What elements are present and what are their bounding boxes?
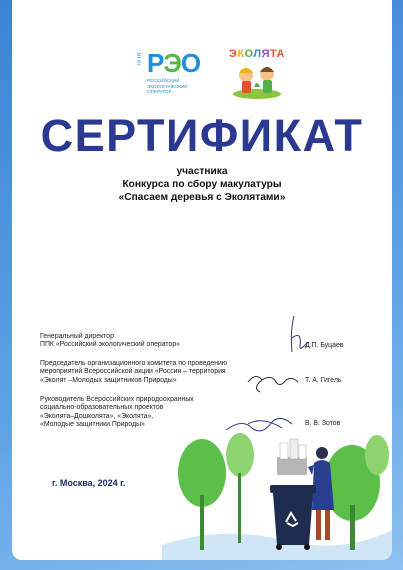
paper-box-icon [277,439,307,475]
signatory-name-1: Д.П. Буцаев [305,342,344,349]
signatory-role-1: Генеральный директор ППК «Российский экологический оператор» [40,333,181,349]
subtitle-contest: Конкурса по сбору макулатуры [122,179,282,190]
reo-logo-side-text: ППК [137,52,143,66]
subtitle-campaign: «Спасаем деревья с Эколятами» [118,192,286,203]
recycle-bin-icon [270,485,316,550]
subtitle-participant: участника [176,166,228,177]
signatory-role-2: Председатель организационного комитета по проведению мероприятий Всероссийской акции «Россия – территория «Эколят –Молодых защитников Природы» [40,360,228,384]
signature-1-icon [280,312,316,360]
recycling-illustration [162,395,392,560]
signatory-name-2: Т. А. Гигель [305,377,342,384]
certificate-subtitle [12,165,392,204]
certificate-sheet [12,0,392,560]
tree-center-icon [226,433,254,543]
tree-left-icon [178,439,226,550]
ecolyata-characters-icon [232,61,282,99]
reo-logo [137,48,217,98]
signature-2-icon [242,368,306,398]
ecolyata-wordmark: ЭКОЛЯТА [229,48,285,60]
tree-small-icon [365,435,389,475]
signatory-role-3: Руководитель Всероссийских природоохранных социально-образовательных проектов «Эколята–Дошколята», «Эколята», «Молодые защитники Природы» [40,396,194,429]
signatory-name-3: В. В. Зотов [305,420,341,427]
reo-logo-subtitle: РОССИЙСКИЙ ЭКОЛОГИЧЕСКИЙ ОПЕРАТОР [147,78,188,94]
certificate-title: СЕРТИФИКАТ [40,110,364,161]
ecolyata-logo [224,48,290,100]
city-date: г. Москва, 2024 г. [52,478,126,488]
reo-logo-wordmark: РЭО [147,48,201,78]
